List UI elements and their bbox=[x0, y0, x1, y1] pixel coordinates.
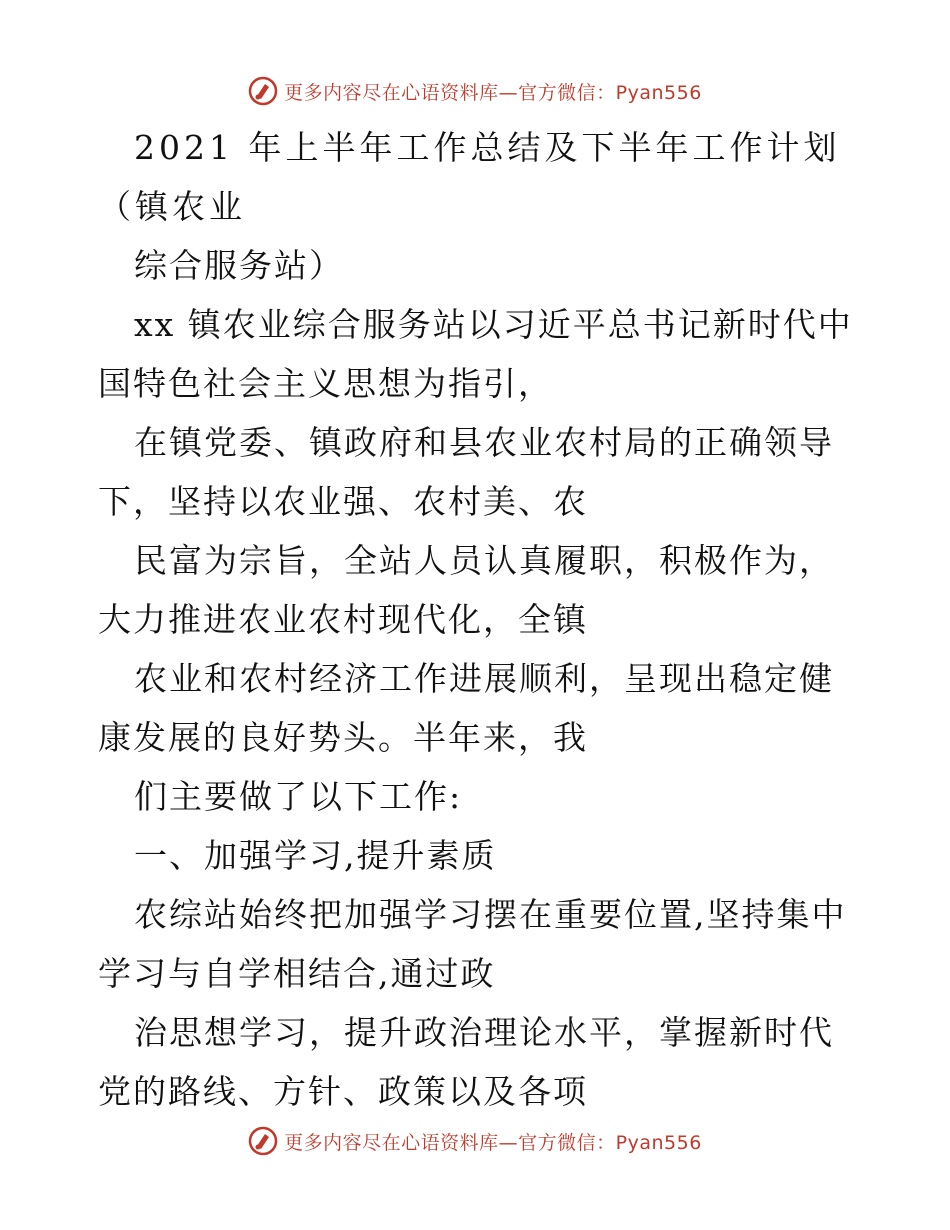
watermark-text: 更多内容尽在心语资料库—官方微信：Pyan556 bbox=[284, 81, 702, 104]
logo-icon bbox=[248, 76, 278, 106]
paragraph: 农综站始终把加强学习摆在重要位置,坚持集中学习与自学相结合,通过政 bbox=[98, 895, 847, 993]
paragraph: 治思想学习，提升政治理论水平，掌握新时代党的路线、方针、政策以及各项 bbox=[98, 1013, 834, 1111]
document-body bbox=[98, 118, 858, 1121]
watermark-text: 更多内容尽在心语资料库—官方微信：Pyan556 bbox=[284, 1131, 702, 1154]
paragraph: 农业和农村经济工作进展顺利，呈现出稳定健康发展的良好势头。半年来，我 bbox=[98, 659, 834, 757]
paragraph: 们主要做了以下工作: bbox=[134, 777, 463, 816]
section-heading: 一、加强学习,提升素质 bbox=[134, 836, 497, 875]
watermark-footer bbox=[0, 1124, 950, 1158]
logo-icon bbox=[248, 1126, 278, 1156]
document-title: 2021 年上半年工作总结及下半年工作计划（镇农业 bbox=[98, 128, 841, 226]
paragraph: 综合服务站） bbox=[134, 246, 344, 285]
watermark-header bbox=[0, 74, 950, 108]
paragraph: 在镇党委、镇政府和县农业农村局的正确领导下，坚持以农业强、农村美、农 bbox=[98, 423, 834, 521]
paragraph: xx 镇农业综合服务站以习近平总书记新时代中国特色社会主义思想为指引， bbox=[98, 305, 853, 403]
paragraph: 民富为宗旨，全站人员认真履职，积极作为，大力推进农业农村现代化，全镇 bbox=[98, 541, 834, 639]
